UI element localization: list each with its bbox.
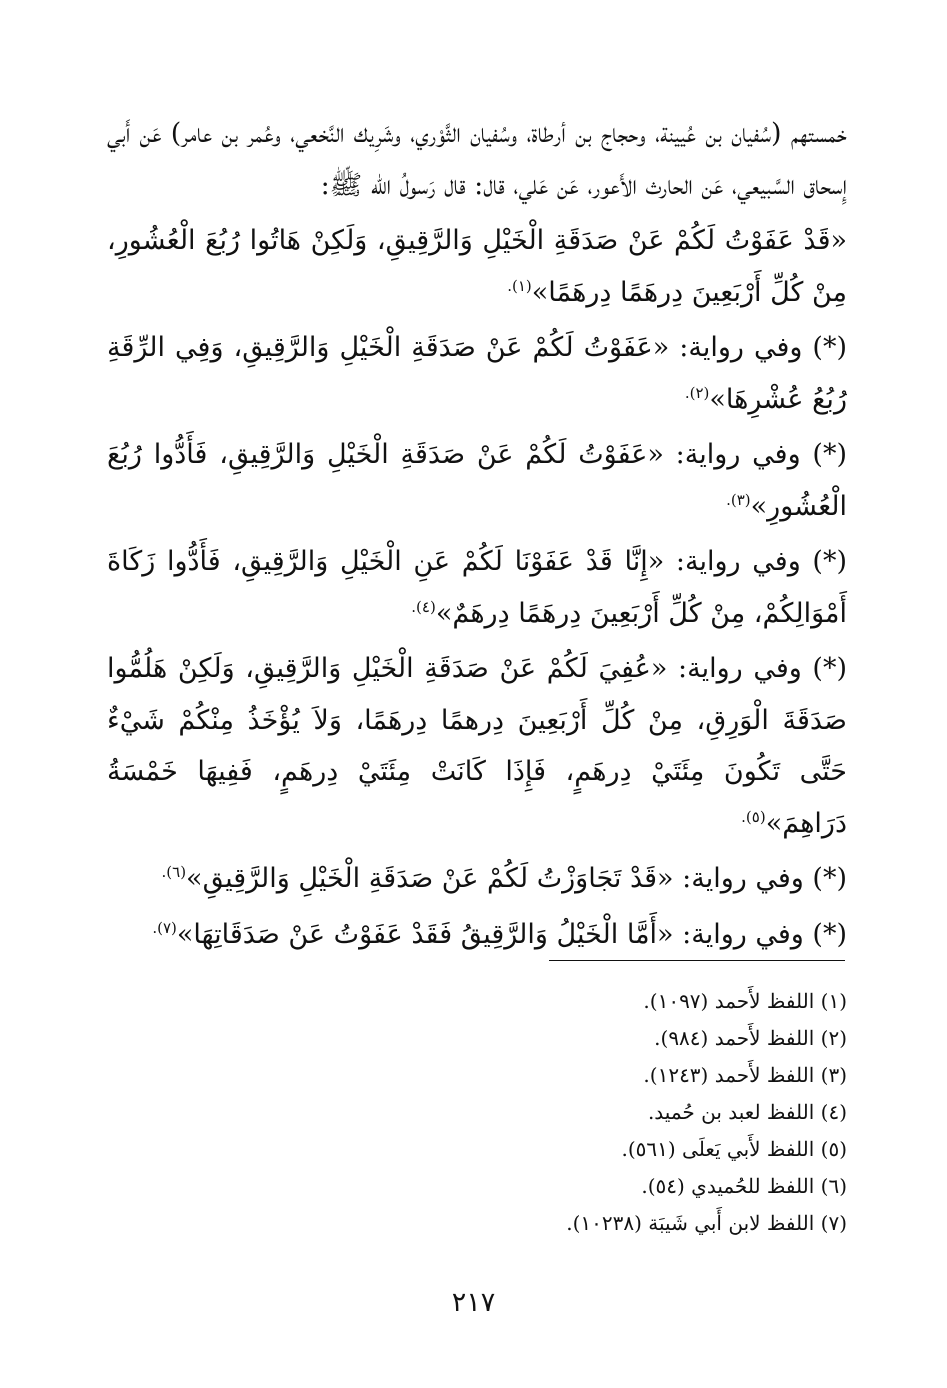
paragraph-riwaya-7: (*) وفي رواية: «أَمَّا الْخَيْلُ وَالرَّقِيقُ فَقَدْ عَفَوْتُ عَنْ صَدَقَاتِهَا»$^{(٧).}$ (152, 918, 847, 950)
footnote-item: (٦) اللفظ للحُميدي (٥٤). (641, 1174, 847, 1198)
footnote-ref[interactable]: (٥). (741, 807, 766, 826)
footnote-ref[interactable]: (٦). (161, 863, 187, 881)
paragraph-riwaya-5: (*) وفي رواية: «عُفِيَ لَكُمْ عَنْ صَدَقَةِ الْخَيْلِ وَالرَّقِيقِ، وَلَكِنْ هَلُمُّوا صَدَقَةَ الْوَرِقِ، مِنْ كُلِّ أَرْبَعِينَ دِرهمًا دِرهَمًا، وَلاَ يُؤْخَذُ مِنْكُمْ شَيْءٌ حَتَّى تَكُونَ مِئَتَيْ دِرهَمٍ، فَإِذَا كَانَتْ مِئَتَيْ دِرهَمٍ، فَفِيهَا خَمْسَةُ دَرَاهِمَ»$^{(٥).}$ (107, 653, 847, 839)
paragraph-riwaya-4: (*) وفي رواية: «إِنَّا قَدْ عَفَوْنَا لَكُمْ عَنِ الْخَيْلِ وَالرَّقِيقِ، فَأَدُّوا زَكَاةَ أَمْوَالِكُمْ، مِنْ كُلِّ أَرْبَعِينَ دِرهَمًا دِرهَمٌ»$^{(٤).}$ (107, 546, 847, 629)
footnote-item: (٧) اللفظ لابن أَبي شَيبَة (١٠٢٣٨). (566, 1211, 847, 1235)
footnote-ref[interactable]: (٤). (411, 597, 436, 616)
footnote-item: (٥) اللفظ لأَبي يَعلَى (٥٦١). (621, 1137, 847, 1161)
footnotes (107, 983, 847, 1242)
footnote-item: (٣) اللفظ لأَحمد (١٢٤٣). (643, 1063, 847, 1087)
footnote-ref[interactable]: (١). (507, 276, 532, 295)
footnote-item: (٤) اللفظ لعبد بن حُميد. (647, 1100, 847, 1124)
footnote-separator (549, 960, 845, 961)
paragraph-riwaya-3: (*) وفي رواية: «عَفَوْتُ لَكُمْ عَنْ صَدَقَةِ الْخَيْلِ وَالرَّقِيقِ، فَأَدُّوا رُبُعَ الْعُشُورِ»$^{(٣).}$ (107, 439, 847, 522)
paragraph-riwaya-6: (*) وفي رواية: «قَدْ تَجَاوَزْتُ لَكُمْ عَنْ صَدَقَةِ الْخَيْلِ وَالرَّقِيقِ»$^{(٦).}$ (161, 863, 847, 894)
main-text (107, 108, 847, 964)
paragraph-riwaya-2: (*) وفي رواية: «عَفَوْتُ لَكُمْ عَنْ صَدَقَةِ الْخَيْلِ وَالرَّقِيقِ، وَفِي الرِّقَةِ رُبُعُ عُشْرِهَا»$^{(٢).}$ (107, 332, 847, 415)
footnote-item: (٢) اللفظ لأَحمد (٩٨٤). (654, 1026, 847, 1050)
footnote-ref[interactable]: (٧). (152, 918, 177, 937)
paragraph-isnad: خمستهم (سُفيان بن عُيينة، وحجاج بن أرطاة، وسُفيان الثَّوْري، وشَرِيك النَّخعي، وعُمر بن عامر) عَن أَبي إِسحاق السَّبيعي، عَن الحارث الأَعور، عَن عَلي، قال: قال رَسولُ الله ﷺ: (107, 118, 847, 201)
footnote-item: (١) اللفظ لأَحمد (١٠٩٧). (643, 989, 847, 1013)
paragraph-hadith-main: «قَدْ عَفَوْتُ لَكُمْ عَنْ صَدَقَةِ الْخَيْلِ وَالرَّقِيقِ، وَلَكِنْ هَاتُوا رُبُعَ الْعُشُورِ، مِنْ كُلِّ أَرْبَعِينَ دِرهَمًا دِرهَمًا»$^{(١).}$ (107, 225, 847, 308)
footnote-ref[interactable]: (٢). (684, 383, 710, 402)
footnote-ref[interactable]: (٣). (726, 490, 751, 509)
page-number: ٢١٧ (451, 1287, 496, 1318)
